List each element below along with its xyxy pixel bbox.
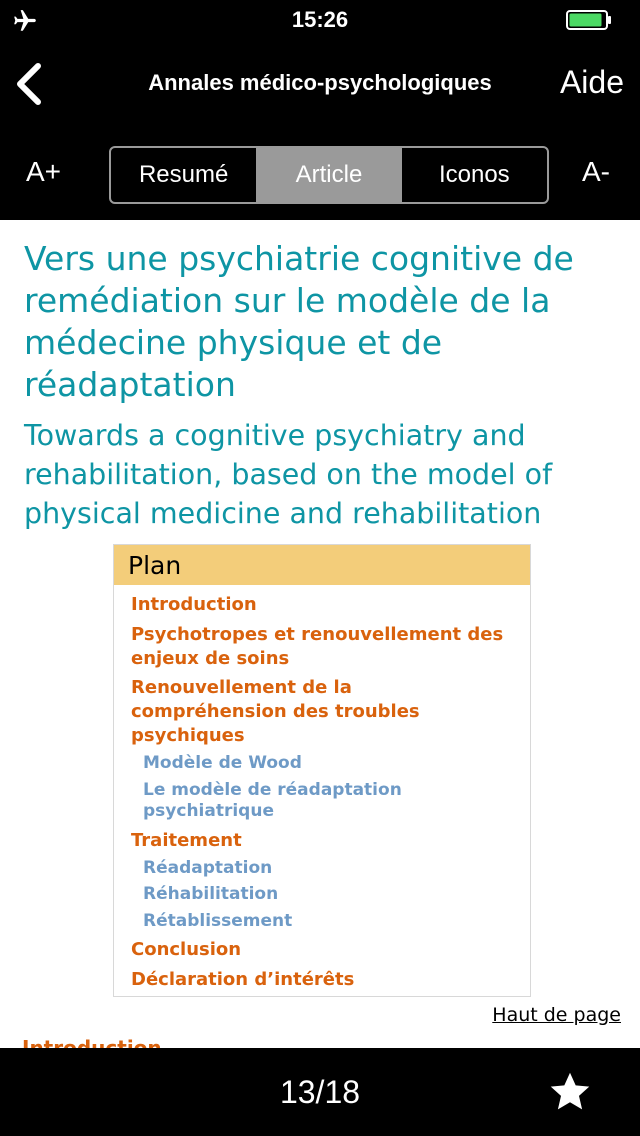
plan-item-readaptation[interactable]: Réadaptation <box>143 858 273 878</box>
bottom-bar <box>0 1048 640 1136</box>
plan-item-traitement[interactable]: Traitement <box>131 830 242 851</box>
status-bar <box>0 0 640 40</box>
plan-item-renouvellement[interactable]: Renouvellement de la compréhension des troubles psychiques <box>131 677 420 746</box>
tab-iconos[interactable]: Iconos <box>438 161 510 188</box>
back-to-top-link[interactable]: Haut de page <box>492 1004 621 1026</box>
article-title-english: Towards a cognitive psychiatry and rehabilitation, based on the model of physical medicine and rehabilitation <box>24 419 553 530</box>
view-segmented-control <box>109 146 549 204</box>
plan-box <box>113 544 531 997</box>
plan-header: Plan <box>114 545 530 585</box>
plan-item-readaptation-psychiatrique[interactable]: Le modèle de réadaptation psychiatrique <box>143 780 402 821</box>
plan-item-conclusion[interactable]: Conclusion <box>131 939 242 960</box>
plan-item-psychotropes[interactable]: Psychotropes et renouvellement des enjeux de soins <box>131 624 504 669</box>
page-counter: 13/18 <box>279 1074 361 1110</box>
plan-item-introduction[interactable]: Introduction <box>131 594 257 615</box>
help-button[interactable]: Aide <box>559 64 624 100</box>
plan-item-retablissement[interactable]: Rétablissement <box>143 911 293 931</box>
nav-bar <box>0 40 640 128</box>
font-increase-button[interactable]: A+ <box>26 156 62 187</box>
star-icon[interactable] <box>548 1070 592 1114</box>
plan-item-modele-wood[interactable]: Modèle de Wood <box>143 753 302 773</box>
status-time: 15:26 <box>291 7 349 32</box>
toolbar <box>0 128 640 220</box>
plan-item-rehabilitation[interactable]: Réhabilitation <box>143 884 279 904</box>
chevron-left-icon[interactable] <box>10 60 50 108</box>
tab-resume[interactable]: Resumé <box>138 161 229 188</box>
plan-item-declaration[interactable]: Déclaration d’intérêts <box>131 969 355 990</box>
font-decrease-button[interactable]: A- <box>582 156 610 187</box>
article-title-french: Vers une psychiatrie cognitive de remédiation sur le modèle de la médecine physique et de réadaptation <box>24 239 574 404</box>
battery-icon <box>566 10 612 30</box>
journal-title: Annales médico-psychologiques <box>148 70 492 95</box>
next-section-heading <box>22 1040 162 1048</box>
tab-article[interactable]: Article <box>256 148 401 202</box>
article-content[interactable] <box>0 220 640 1048</box>
